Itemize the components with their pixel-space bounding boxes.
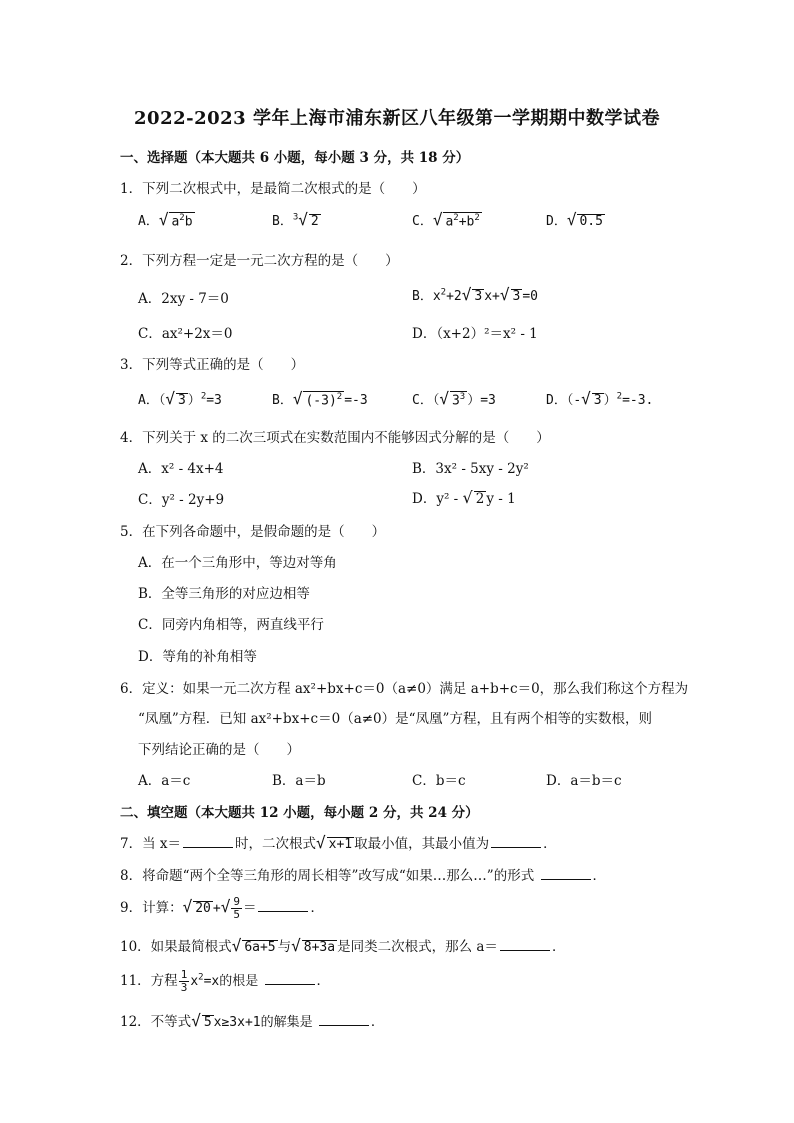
question-10: 10．如果最简根式√ 6a+5 与√ 8+3a 是同类二次根式，那么 a＝ ． <box>120 936 566 955</box>
question-8: 8．将命题“两个全等三角形的周长相等”改写成“如果…那么…”的形式 ． <box>120 868 606 884</box>
q2-option-b[interactable]: B．$x^2+2√$ 3 x+√ 3 =0 <box>412 285 538 304</box>
question-5-stem: 5．在下列各命题中，是假命题的是（ ） <box>120 524 386 540</box>
q11-blank[interactable] <box>265 983 315 985</box>
q12-blank[interactable] <box>319 1024 369 1026</box>
q3-option-c[interactable]: C．（√ $3^3$ ）=3 <box>412 389 496 408</box>
q7-blank-1[interactable] <box>183 846 233 848</box>
q7-blank-2[interactable] <box>491 846 541 848</box>
q1-option-c[interactable]: C．√ $a^2+b^2$ <box>412 210 480 229</box>
q5-option-a[interactable]: A．在一个三角形中，等边对等角 <box>138 555 337 571</box>
question-9: 9．计算：√ 20 +√ $\frac{9}{5}$ ＝ ． <box>120 895 324 922</box>
q6-option-b[interactable]: B．a＝b <box>272 773 326 789</box>
q5-option-b[interactable]: B．全等三角形的对应边相等 <box>138 586 310 602</box>
question-6-line-2: “凤凰”方程．已知 ax²+bx+c＝0（a≠0）是“凤凰”方程，且有两个相等的实数根，则 <box>138 711 652 727</box>
q4-option-d[interactable]: D．y² - √ 2 y - 1 <box>412 488 516 507</box>
question-11: 11．方程 $\frac{1}{3}$ $x^2=x$的根是 ． <box>120 968 331 995</box>
question-4-stem: 4．下列关于 x 的二次三项式在实数范围内不能够因式分解的是（ ） <box>120 430 550 446</box>
q1-option-b[interactable]: B．$^3$√ 2 <box>272 210 319 229</box>
q3-option-d[interactable]: D．（-√ 3 ）$^2$=-3. <box>546 389 654 408</box>
question-2-stem: 2．下列方程一定是一元二次方程的是（ ） <box>120 253 399 269</box>
q1-option-a[interactable]: A．√ $a^2b$ <box>138 210 193 229</box>
q4-option-c[interactable]: C．y² - 2y+9 <box>138 492 225 508</box>
section-fill-heading: 二、填空题（本大题共 12 小题，每小题 2 分，共 24 分） <box>120 805 479 821</box>
q2-option-a[interactable]: A．2xy - 7＝0 <box>138 291 229 307</box>
section-choice-heading: 一、选择题（本大题共 6 小题，每小题 3 分，共 18 分） <box>120 150 470 166</box>
question-7: 7．当 x＝ 时，二次根式√ x+1 取最小值，其最小值为 ． <box>120 833 557 852</box>
q5-option-c[interactable]: C．同旁内角相等，两直线平行 <box>138 617 324 633</box>
q2-option-d[interactable]: D．（x+2）²＝x² - 1 <box>412 326 538 342</box>
q4-option-a[interactable]: A．x² - 4x+4 <box>138 461 224 477</box>
q6-option-d[interactable]: D．a＝b＝c <box>546 773 622 789</box>
q6-option-a[interactable]: A．a＝c <box>138 773 191 789</box>
q4-option-b[interactable]: B．3x² - 5xy - 2y² <box>412 461 529 477</box>
q3-option-b[interactable]: B．√ $(-3)^2 =-3$ <box>272 389 368 408</box>
q3-option-a[interactable]: A．（√ 3 ）$^2$=3 <box>138 389 222 408</box>
q6-option-c[interactable]: C．b＝c <box>412 773 466 789</box>
q1-option-d[interactable]: D．√ 0.5 <box>546 210 603 229</box>
question-12: 12．不等式√ 5 x≥3x+1的解集是 ． <box>120 1011 385 1030</box>
page-title: 2022-2023 学年上海市浦东新区八年级第一学期期中数学试卷 <box>134 108 660 129</box>
q8-blank[interactable] <box>541 878 591 880</box>
question-6-line-1: 6．定义：如果一元二次方程 ax²+bx+c＝0（a≠0）满足 a+b+c＝0，那么我们称这个方程为 <box>120 681 689 697</box>
q9-blank[interactable] <box>258 910 308 912</box>
q5-option-d[interactable]: D．等角的补角相等 <box>138 649 257 665</box>
q2-option-c[interactable]: C．ax²+2x＝0 <box>138 326 233 342</box>
question-6-line-3: 下列结论正确的是（ ） <box>138 742 300 758</box>
question-3-stem: 3．下列等式正确的是（ ） <box>120 357 305 373</box>
question-1-stem: 1．下列二次根式中，是最简二次根式的是（ ） <box>120 181 426 197</box>
q10-blank[interactable] <box>500 949 550 951</box>
